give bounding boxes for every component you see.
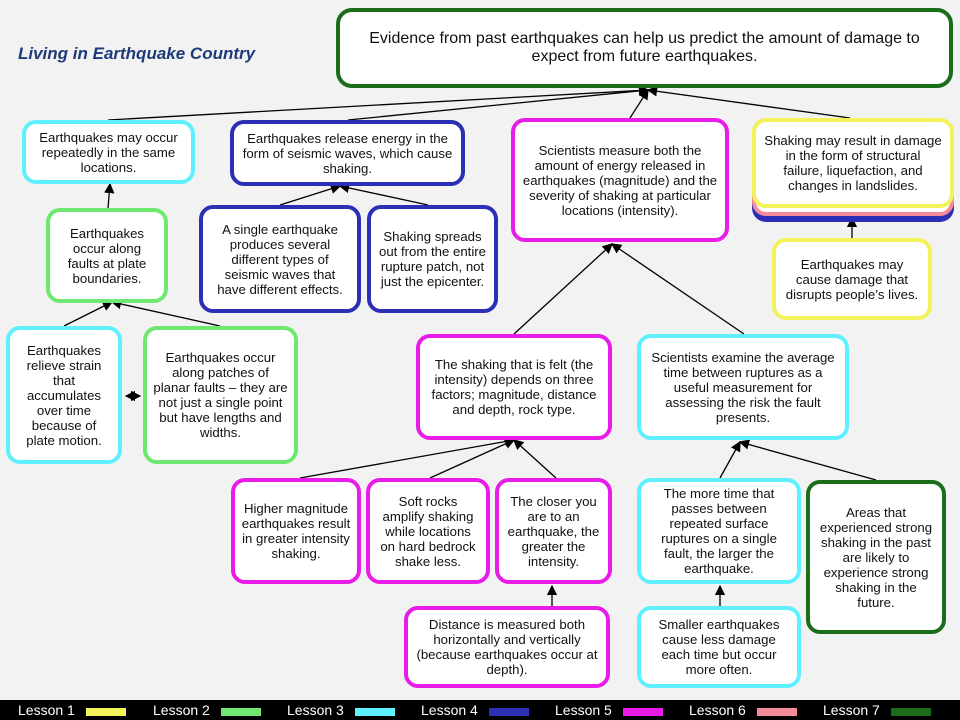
link-average-to-measure bbox=[612, 244, 744, 334]
concept-smaller-quakes: Smaller earthquakes cause less damage each time but occur more often. bbox=[637, 606, 801, 688]
concept-repeat-locations: Earthquakes may occur repeatedly in the same locations. bbox=[22, 120, 195, 184]
link-repeat-to-main bbox=[108, 90, 648, 120]
legend-label-3: Lesson 3 bbox=[287, 702, 344, 718]
concept-planar-faults: Earthquakes occur along patches of planar faults – they are not just a single point but have lengths and widths. bbox=[143, 326, 298, 464]
legend-label-6: Lesson 6 bbox=[689, 702, 746, 718]
legend-swatch-5 bbox=[623, 708, 663, 716]
legend-label-1: Lesson 1 bbox=[18, 702, 75, 718]
concept-average-time: Scientists examine the average time between ruptures as a useful measurement for assessing the risk the fault presents. bbox=[637, 334, 849, 440]
legend-swatch-2 bbox=[221, 708, 261, 716]
concept-closer: The closer you are to an earthquake, the greater the intensity. bbox=[495, 478, 612, 584]
concept-distance-measured: Distance is measured both horizontally and vertically (because earthquakes occur at depth). bbox=[404, 606, 610, 688]
legend-label-5: Lesson 5 bbox=[555, 702, 612, 718]
concept-higher-magnitude: Higher magnitude earthquakes result in greater intensity shaking. bbox=[231, 478, 361, 584]
lesson-legend bbox=[0, 700, 960, 720]
legend-swatch-6 bbox=[757, 708, 797, 716]
link-measure-to-main bbox=[630, 90, 648, 118]
diagram-title: Living in Earthquake Country bbox=[18, 44, 256, 63]
concept-seismic-waves: Earthquakes release energy in the form of seismic waves, which cause shaking. bbox=[230, 120, 465, 186]
concept-relieve-strain: Earthquakes relieve strain that accumulates over time because of plate motion. bbox=[6, 326, 122, 464]
link-strain-to-faults bbox=[64, 302, 112, 326]
concept-disrupt-lives: Earthquakes may cause damage that disrupts people’s lives. bbox=[772, 238, 932, 320]
legend-swatch-7 bbox=[891, 708, 931, 716]
concept-damage: Shaking may result in damage in the form of structural failure, liquefaction, and changes in landslides. bbox=[752, 118, 954, 208]
concept-soft-rocks: Soft rocks amplify shaking while locations on hard bedrock shake less. bbox=[366, 478, 490, 584]
legend-swatch-3 bbox=[355, 708, 395, 716]
legend-label-7: Lesson 7 bbox=[823, 702, 880, 718]
link-moretime-to-average bbox=[720, 442, 740, 478]
link-damage-to-main bbox=[648, 90, 850, 118]
concept-faults-boundaries: Earthquakes occur along faults at plate boundaries. bbox=[46, 208, 168, 303]
concept-past-shaking: Areas that experienced strong shaking in the past are likely to experience strong shaking in the future. bbox=[806, 480, 946, 634]
link-faults-to-repeat bbox=[108, 184, 110, 208]
concept-more-time: The more time that passes between repeated surface ruptures on a single fault, the larger the earthquake. bbox=[637, 478, 801, 584]
link-closer-to-factors bbox=[514, 440, 556, 478]
link-magnitude-to-factors bbox=[300, 440, 514, 478]
legend-swatch-1 bbox=[86, 708, 126, 716]
concept-rupture-patch: Shaking spreads out from the entire rupture patch, not just the epicenter. bbox=[367, 205, 498, 313]
main-statement: Evidence from past earthquakes can help us predict the amount of damage to expect from future earthquakes. bbox=[336, 8, 953, 88]
concept-three-factors: The shaking that is felt (the intensity) depends on three factors; magnitude, distance and depth, rock type. bbox=[416, 334, 612, 440]
link-types-to-waves bbox=[280, 186, 340, 205]
concept-measure: Scientists measure both the amount of energy released in earthquakes (magnitude) and the severity of shaking at particular locations (intensity). bbox=[511, 118, 729, 242]
link-factors-to-measure bbox=[514, 244, 612, 334]
link-rupture-to-waves bbox=[340, 186, 428, 205]
link-pastshaking-to-average bbox=[740, 442, 876, 480]
concept-wave-types: A single earthquake produces several different types of seismic waves that have different effects. bbox=[199, 205, 361, 313]
link-waves-to-main bbox=[348, 90, 648, 120]
legend-swatch-4 bbox=[489, 708, 529, 716]
legend-label-4: Lesson 4 bbox=[421, 702, 478, 718]
link-soft-to-factors bbox=[430, 440, 514, 478]
legend-label-2: Lesson 2 bbox=[153, 702, 210, 718]
